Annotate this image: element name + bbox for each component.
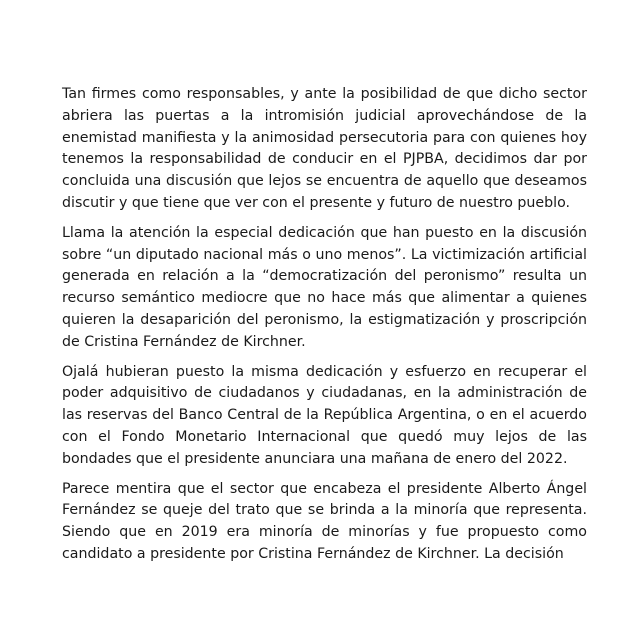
paragraph-1: Tan firmes como responsables, y ante la posibilidad de que dicho sector abriera las puertas a la intromisión judicial aprovechándose de la enemistad manifiesta y la animosidad persecutoria para con quienes hoy tenemos la responsabilidad de conducir en el PJPBA, decidimos dar por concluida una discusión que lejos se encuentra de aquello que deseamos discutir y que tiene que ver con el presente y futuro de nuestro pueblo. <box>62 86 587 211</box>
paragraph-4: Parece mentira que el sector que encabeza el presidente Alberto Ángel Fernández se queje del trato que se brinda a la minoría que representa. Siendo que en 2019 era minoría de minorías y fue propuesto como candidato a presidente por Cristina Fernández de Kirchner. La decisión <box>62 480 587 562</box>
paragraph-2: Llama la atención la especial dedicación que han puesto en la discusión sobre “un diputado nacional más o uno menos”. La victimización artificial generada en relación a la “democratización del peronismo” resulta un recurso semántico mediocre que no hace más que alimentar a quienes quieren la desaparición del peronismo, la estigmatización y proscripción de Cristina Fernández de Kirchner. <box>62 224 587 350</box>
document-body <box>62 84 587 574</box>
paragraph-3: Ojalá hubieran puesto la misma dedicación y esfuerzo en recuperar el poder adquisitivo de ciudadanos y ciudadanas, en la administración de las reservas del Banco Central de la República Argentina, o en el acuerdo con el Fondo Monetario Internacional que quedó muy lejos de las bondades que el presidente anunciara una mañana de enero del 2022. <box>62 363 587 467</box>
